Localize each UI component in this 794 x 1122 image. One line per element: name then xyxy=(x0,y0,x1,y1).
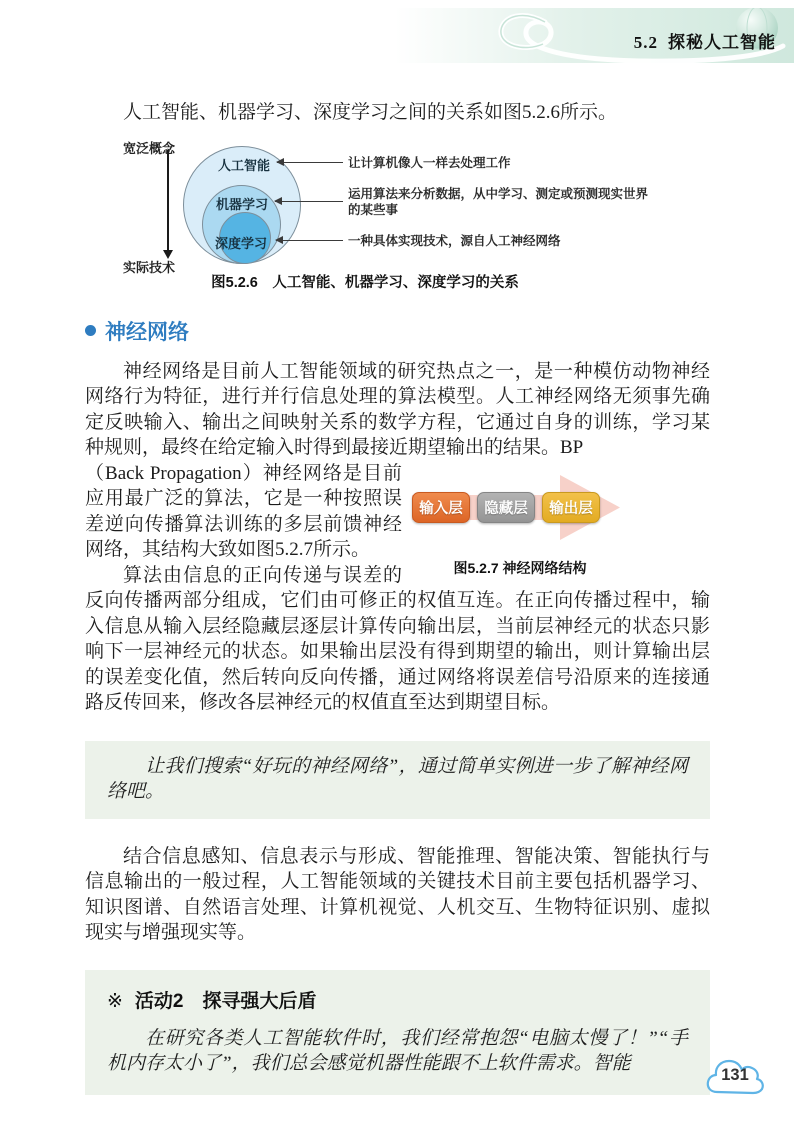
activity-title xyxy=(107,986,688,1013)
layer-button-hidden: 隐藏层 xyxy=(477,492,535,523)
section-header-neural-network xyxy=(85,316,710,346)
paragraph-1: 神经网络是目前人工智能领域的研究热点之一，是一种模仿动物神经网络行为特征，进行并行信息处理的算法模型。人工神经网络无须事先确定反映输入、输出之间映射关系的数学方程，它通过自身的训练，学习某种规则，最终在给定输入时得到最接近期望输出的结果。BP xyxy=(85,360,710,458)
tip-box xyxy=(85,741,710,819)
page-header-banner xyxy=(395,8,794,63)
section-title-text: 探秘人工智能 xyxy=(668,33,776,52)
activity-box xyxy=(85,970,710,1095)
figure-527-art xyxy=(410,465,710,550)
bullet-icon xyxy=(85,325,96,336)
page-header-title xyxy=(634,28,776,53)
activity-title-text: 活动2 探寻强大后盾 xyxy=(134,990,317,1012)
reference-mark-icon: ※ xyxy=(107,990,123,1012)
venn-label-machine-learning: 机器学习 xyxy=(216,196,269,212)
paragraph-2: （Back Propagation）神经网络是目前应用最广泛的算法，它是一种按照误差逆向传播算法训练的多层前馈神经网络，其结构大致如图5.2.7所示。 xyxy=(85,462,402,560)
section-number: 5.2 xyxy=(633,33,658,52)
annotation-ml: 运用算法来分析数据，从中学习、测定或预测现实世界的某些事 xyxy=(348,186,649,217)
figure-527-caption: 图5.2.7 神经网络结构 xyxy=(453,559,587,576)
figure-527-network-structure xyxy=(410,465,710,583)
section-title: 神经网络 xyxy=(105,320,189,344)
layer-button-input: 输入层 xyxy=(412,492,470,523)
tip-box-text: 让我们搜索“好玩的神经网络”，通过简单实例进一步了解神经网络吧。 xyxy=(107,755,688,802)
page-number: 131 xyxy=(721,1066,749,1084)
venn-label-ai: 人工智能 xyxy=(218,157,271,173)
axis-down-arrow xyxy=(167,150,169,250)
axis-label-practical-tech: 实际技术 xyxy=(123,259,176,275)
main-content xyxy=(85,100,710,1095)
paragraph-3: 算法由信息的正向传递与误差的反向传播两部分组成，它们由可修正的权值互连。在正向传播过程中，输入信息从输入层经隐藏层逐层计算传向输出层，当前层神经元的状态只影响下一层神经元的状态。如果输出层没有得到期望的输出，则计算输出层的误差变化值，然后转向反向传播，通过网络将误差信号沿原来的连接通路反传回来，修改各层神经元的权值直至达到期望目标。 xyxy=(85,564,710,713)
activity-text: 在研究各类人工智能软件时，我们经常抱怨“电脑太慢了！”“手机内存太小了”，我们总会感觉机器性能跟不上软件需求。智能 xyxy=(107,1027,688,1074)
connector-arrow-dl xyxy=(276,240,343,241)
figure-526-caption: 图5.2.6 人工智能、机器学习、深度学习的关系 xyxy=(211,274,519,291)
layer-button-output: 输出层 xyxy=(542,492,600,523)
intro-paragraph: 人工智能、机器学习、深度学习之间的关系如图5.2.6所示。 xyxy=(123,102,618,123)
annotation-ai: 让计算机像人一样去处理工作 xyxy=(348,155,511,170)
connector-arrow-ml xyxy=(275,201,343,202)
figure-526-venn-diagram xyxy=(85,138,710,296)
connector-arrow-ai xyxy=(277,162,343,163)
bp-flow-block xyxy=(85,461,710,716)
paragraph-4: 结合信息感知、信息表示与形成、智能推理、智能决策、智能执行与信息输出的一般过程，人工智能领域的关键技术目前主要包括机器学习、知识图谱、自然语言处理、计算机视觉、人机交互、生物特征识别、虚拟现实与增强现实等。 xyxy=(85,845,710,943)
venn-label-deep-learning: 深度学习 xyxy=(215,235,268,251)
axis-label-broad-concept: 宽泛概念 xyxy=(123,140,176,156)
annotation-dl: 一种具体实现技术，源自人工神经网络 xyxy=(348,233,561,248)
page-number-cloud xyxy=(703,1052,767,1100)
